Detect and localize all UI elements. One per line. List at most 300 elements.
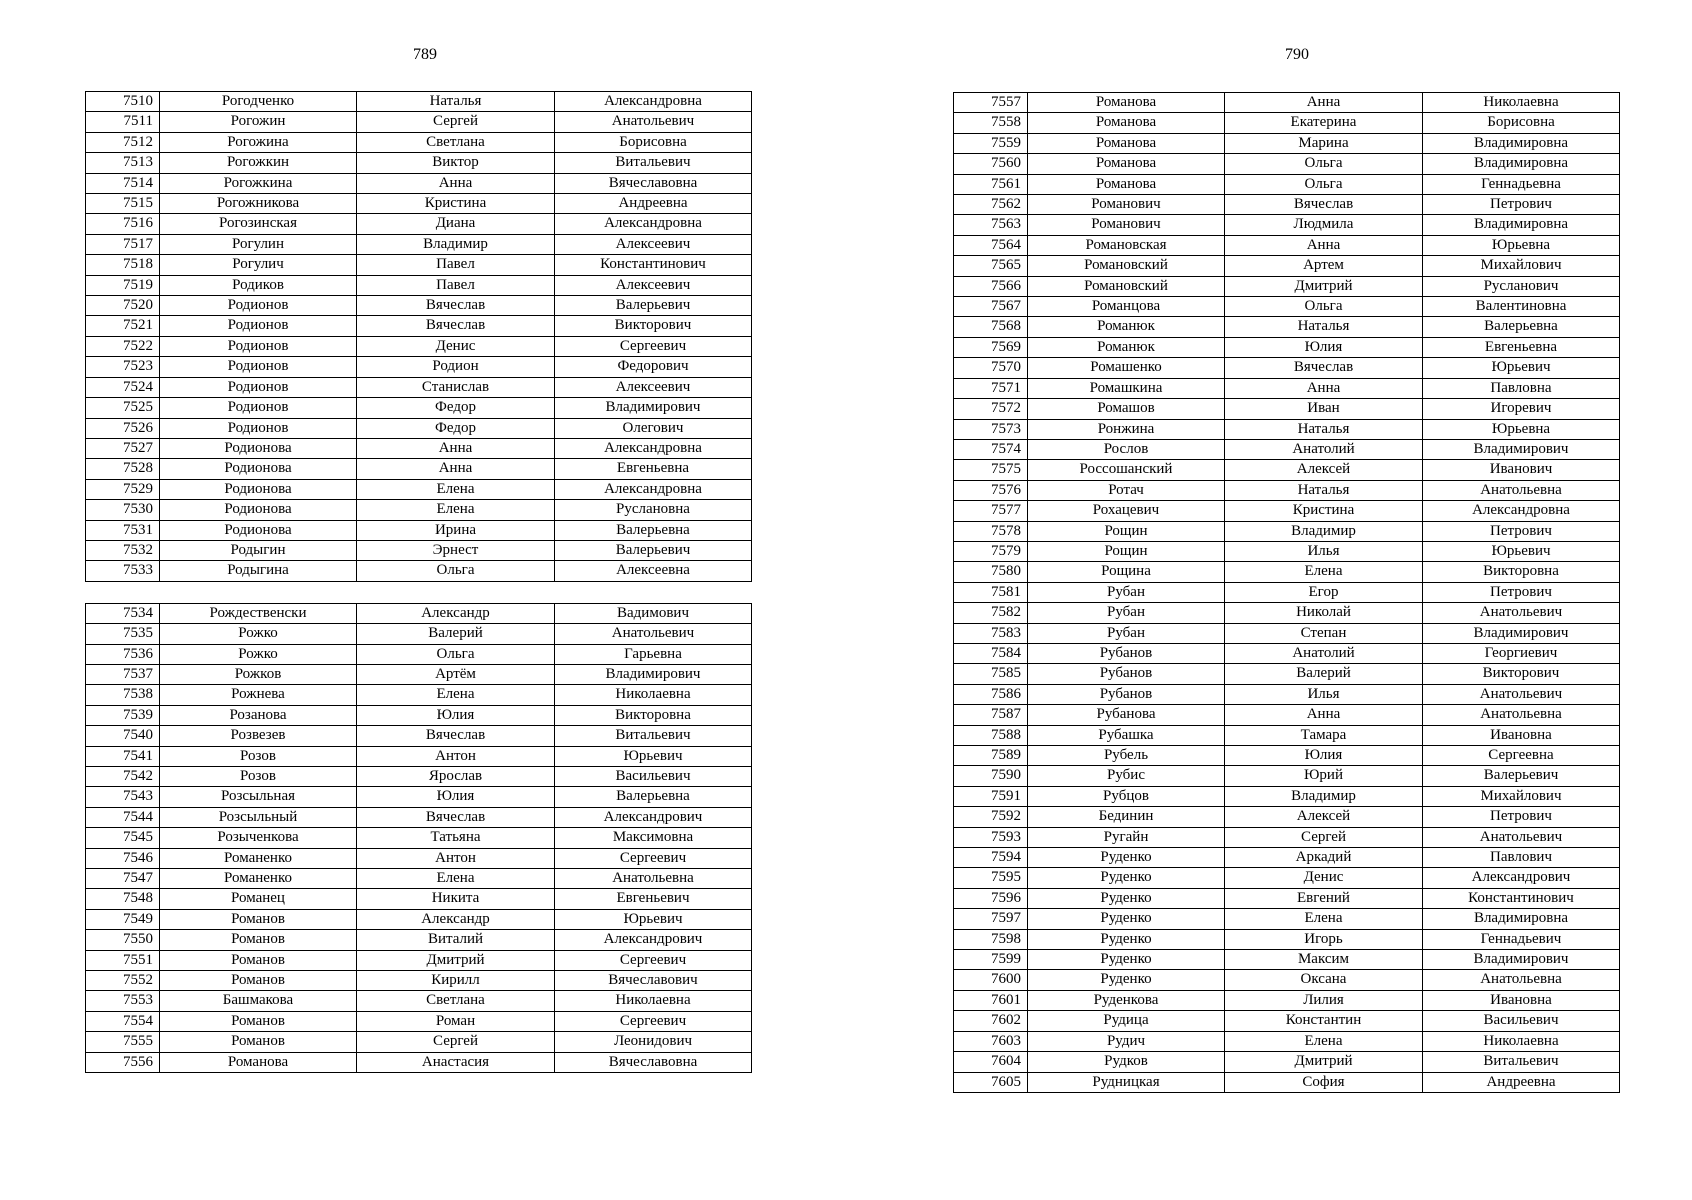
table-row <box>954 235 1620 255</box>
record-number-cell: 7540 <box>86 726 160 746</box>
surname-cell: Рослов <box>1028 439 1225 459</box>
record-number-cell: 7582 <box>954 603 1028 623</box>
surname-cell: Россошанский <box>1028 460 1225 480</box>
record-number-cell: 7568 <box>954 317 1028 337</box>
table-row <box>954 195 1620 215</box>
surname-cell: Рубцов <box>1028 786 1225 806</box>
first-name-cell: Юлия <box>357 787 555 807</box>
record-number-cell: 7511 <box>86 112 160 132</box>
patronymic-cell: Евгеньевна <box>1423 337 1620 357</box>
surname-cell: Розвезев <box>160 726 357 746</box>
surname-cell: Родионова <box>160 520 357 540</box>
table-row <box>86 275 752 295</box>
surname-cell: Родионов <box>160 398 357 418</box>
patronymic-cell: Геннадьевна <box>1423 174 1620 194</box>
table-row <box>86 398 752 418</box>
table-row <box>86 848 752 868</box>
first-name-cell: Наталья <box>357 92 555 112</box>
record-number-cell: 7535 <box>86 624 160 644</box>
table-row <box>954 501 1620 521</box>
record-number-cell: 7553 <box>86 991 160 1011</box>
table-row <box>954 439 1620 459</box>
first-name-cell: Тамара <box>1225 725 1423 745</box>
surname-cell: Романов <box>160 950 357 970</box>
record-number-cell: 7589 <box>954 746 1028 766</box>
surname-cell: Родиков <box>160 275 357 295</box>
surname-cell: Рудков <box>1028 1052 1225 1072</box>
record-number-cell: 7573 <box>954 419 1028 439</box>
record-number-cell: 7554 <box>86 1011 160 1031</box>
table-row <box>954 521 1620 541</box>
surname-cell: Рубанова <box>1028 705 1225 725</box>
first-name-cell: Илья <box>1225 541 1423 561</box>
patronymic-cell: Викторовна <box>1423 562 1620 582</box>
registry-table-right <box>953 92 1620 1093</box>
first-name-cell: Родион <box>357 357 555 377</box>
surname-cell: Руденко <box>1028 970 1225 990</box>
surname-cell: Романенко <box>160 848 357 868</box>
surname-cell: Родионова <box>160 438 357 458</box>
table-row <box>954 929 1620 949</box>
record-number-cell: 7545 <box>86 828 160 848</box>
surname-cell: Бединин <box>1028 807 1225 827</box>
patronymic-cell: Вячеславович <box>555 971 752 991</box>
table-row <box>86 746 752 766</box>
surname-cell: Руденко <box>1028 909 1225 929</box>
record-number-cell: 7548 <box>86 889 160 909</box>
patronymic-cell: Сергеевич <box>555 848 752 868</box>
first-name-cell: Светлана <box>357 132 555 152</box>
surname-cell: Родионов <box>160 357 357 377</box>
first-name-cell: Юлия <box>357 705 555 725</box>
record-number-cell: 7528 <box>86 459 160 479</box>
surname-cell: Романов <box>160 1032 357 1052</box>
record-number-cell: 7563 <box>954 215 1028 235</box>
record-number-cell: 7514 <box>86 173 160 193</box>
patronymic-cell: Васильевич <box>555 767 752 787</box>
sheet-left <box>85 91 752 1073</box>
first-name-cell: Анна <box>1225 235 1423 255</box>
record-number-cell: 7561 <box>954 174 1028 194</box>
patronymic-cell: Александровна <box>555 92 752 112</box>
record-number-cell: 7583 <box>954 623 1028 643</box>
record-number-cell: 7578 <box>954 521 1028 541</box>
surname-cell: Рохацевич <box>1028 501 1225 521</box>
first-name-cell: Дмитрий <box>357 950 555 970</box>
record-number-cell: 7569 <box>954 337 1028 357</box>
patronymic-cell: Юрьевич <box>1423 541 1620 561</box>
first-name-cell: Людмила <box>1225 215 1423 235</box>
table-row <box>86 357 752 377</box>
surname-cell: Рожко <box>160 644 357 664</box>
surname-cell: Рощин <box>1028 521 1225 541</box>
first-name-cell: Анна <box>1225 378 1423 398</box>
surname-cell: Рогодченко <box>160 92 357 112</box>
page-number-left: 789 <box>413 46 437 63</box>
patronymic-cell: Александровна <box>555 438 752 458</box>
first-name-cell: Наталья <box>1225 480 1423 500</box>
table-row <box>954 378 1620 398</box>
table-row <box>86 316 752 336</box>
table-row <box>954 154 1620 174</box>
table-row <box>954 174 1620 194</box>
surname-cell: Романов <box>160 909 357 929</box>
patronymic-cell: Иванович <box>1423 460 1620 480</box>
surname-cell: Романов <box>160 930 357 950</box>
first-name-cell: Артём <box>357 664 555 684</box>
first-name-cell: Диана <box>357 214 555 234</box>
first-name-cell: Максим <box>1225 950 1423 970</box>
patronymic-cell: Андреевна <box>1423 1072 1620 1092</box>
surname-cell: Руденкова <box>1028 990 1225 1010</box>
surname-cell: Романович <box>1028 215 1225 235</box>
record-number-cell: 7551 <box>86 950 160 970</box>
patronymic-cell: Павловна <box>1423 378 1620 398</box>
patronymic-cell: Игоревич <box>1423 399 1620 419</box>
record-number-cell: 7526 <box>86 418 160 438</box>
table-row <box>954 541 1620 561</box>
surname-cell: Ромашенко <box>1028 358 1225 378</box>
first-name-cell: Денис <box>1225 868 1423 888</box>
record-number-cell: 7518 <box>86 255 160 275</box>
surname-cell: Романовский <box>1028 276 1225 296</box>
patronymic-cell: Владимировна <box>1423 133 1620 153</box>
surname-cell: Рогожкина <box>160 173 357 193</box>
first-name-cell: Елена <box>1225 1031 1423 1051</box>
registry-table-left-1 <box>85 91 752 582</box>
surname-cell: Рожнева <box>160 685 357 705</box>
patronymic-cell: Русланович <box>1423 276 1620 296</box>
surname-cell: Руденко <box>1028 868 1225 888</box>
record-number-cell: 7520 <box>86 296 160 316</box>
first-name-cell: Светлана <box>357 991 555 1011</box>
surname-cell: Рогожина <box>160 132 357 152</box>
patronymic-cell: Юрьевна <box>1423 235 1620 255</box>
patronymic-cell: Сергеевич <box>555 950 752 970</box>
surname-cell: Руденко <box>1028 950 1225 970</box>
table-row <box>954 643 1620 663</box>
first-name-cell: Никита <box>357 889 555 909</box>
first-name-cell: Валерий <box>1225 664 1423 684</box>
surname-cell: Ругайн <box>1028 827 1225 847</box>
first-name-cell: Артем <box>1225 256 1423 276</box>
first-name-cell: Анна <box>1225 93 1423 113</box>
table-row <box>954 215 1620 235</box>
record-number-cell: 7575 <box>954 460 1028 480</box>
table-row <box>86 685 752 705</box>
patronymic-cell: Юрьевич <box>555 746 752 766</box>
surname-cell: Родионова <box>160 479 357 499</box>
surname-cell: Родионов <box>160 418 357 438</box>
record-number-cell: 7580 <box>954 562 1028 582</box>
surname-cell: Рубель <box>1028 746 1225 766</box>
patronymic-cell: Владимирович <box>1423 950 1620 970</box>
table-row <box>954 848 1620 868</box>
table-row <box>954 113 1620 133</box>
record-number-cell: 7591 <box>954 786 1028 806</box>
record-number-cell: 7600 <box>954 970 1028 990</box>
surname-cell: Романовский <box>1028 256 1225 276</box>
patronymic-cell: Викторович <box>1423 664 1620 684</box>
table-row <box>954 746 1620 766</box>
table-row <box>86 234 752 254</box>
surname-cell: Романова <box>160 1052 357 1072</box>
record-number-cell: 7562 <box>954 195 1028 215</box>
record-number-cell: 7598 <box>954 929 1028 949</box>
surname-cell: Романова <box>1028 133 1225 153</box>
first-name-cell: Александр <box>357 603 555 623</box>
surname-cell: Рудич <box>1028 1031 1225 1051</box>
surname-cell: Родионов <box>160 296 357 316</box>
surname-cell: Романец <box>160 889 357 909</box>
patronymic-cell: Максимовна <box>555 828 752 848</box>
surname-cell: Рубан <box>1028 582 1225 602</box>
patronymic-cell: Михайлович <box>1423 786 1620 806</box>
surname-cell: Родионов <box>160 336 357 356</box>
patronymic-cell: Владимирович <box>555 664 752 684</box>
first-name-cell: Сергей <box>357 1032 555 1052</box>
record-number-cell: 7532 <box>86 540 160 560</box>
table-row <box>954 358 1620 378</box>
patronymic-cell: Борисовна <box>555 132 752 152</box>
table-row <box>954 317 1620 337</box>
table-row <box>86 112 752 132</box>
first-name-cell: Вячеслав <box>357 726 555 746</box>
patronymic-cell: Андреевна <box>555 194 752 214</box>
first-name-cell: Дмитрий <box>1225 1052 1423 1072</box>
first-name-cell: Дмитрий <box>1225 276 1423 296</box>
table-row <box>954 766 1620 786</box>
surname-cell: Родионов <box>160 316 357 336</box>
first-name-cell: Елена <box>357 685 555 705</box>
surname-cell: Рогулич <box>160 255 357 275</box>
patronymic-cell: Валерьевна <box>1423 317 1620 337</box>
table-row <box>86 807 752 827</box>
first-name-cell: Ирина <box>357 520 555 540</box>
first-name-cell: Денис <box>357 336 555 356</box>
first-name-cell: Марина <box>1225 133 1423 153</box>
surname-cell: Ромашов <box>1028 399 1225 419</box>
record-number-cell: 7525 <box>86 398 160 418</box>
table-row <box>86 767 752 787</box>
table-row <box>954 419 1620 439</box>
record-number-cell: 7544 <box>86 807 160 827</box>
table-row <box>86 459 752 479</box>
first-name-cell: Анна <box>1225 705 1423 725</box>
table-row <box>86 909 752 929</box>
first-name-cell: Роман <box>357 1011 555 1031</box>
patronymic-cell: Борисовна <box>1423 113 1620 133</box>
surname-cell: Руденко <box>1028 929 1225 949</box>
patronymic-cell: Анатольевна <box>1423 480 1620 500</box>
table-row <box>86 418 752 438</box>
first-name-cell: София <box>1225 1072 1423 1092</box>
surname-cell: Родыгин <box>160 540 357 560</box>
table-row <box>954 1072 1620 1092</box>
table-row <box>86 603 752 623</box>
patronymic-cell: Алексеевич <box>555 234 752 254</box>
table-row <box>954 705 1620 725</box>
patronymic-cell: Олегович <box>555 418 752 438</box>
table-row <box>86 132 752 152</box>
patronymic-cell: Владимирович <box>1423 439 1620 459</box>
record-number-cell: 7529 <box>86 479 160 499</box>
patronymic-cell: Анатольевич <box>1423 827 1620 847</box>
surname-cell: Родионов <box>160 377 357 397</box>
patronymic-cell: Юрьевна <box>1423 419 1620 439</box>
table-row <box>86 438 752 458</box>
table-row <box>954 990 1620 1010</box>
record-number-cell: 7542 <box>86 767 160 787</box>
first-name-cell: Эрнест <box>357 540 555 560</box>
patronymic-cell: Петрович <box>1423 521 1620 541</box>
surname-cell: Романович <box>1028 195 1225 215</box>
table-row <box>954 480 1620 500</box>
patronymic-cell: Павлович <box>1423 848 1620 868</box>
first-name-cell: Александр <box>357 909 555 929</box>
table-row <box>86 787 752 807</box>
first-name-cell: Илья <box>1225 684 1423 704</box>
patronymic-cell: Витальевич <box>555 726 752 746</box>
patronymic-cell: Юрьевич <box>555 909 752 929</box>
first-name-cell: Виталий <box>357 930 555 950</box>
table-row <box>954 970 1620 990</box>
table-row <box>86 930 752 950</box>
table-row <box>954 562 1620 582</box>
first-name-cell: Ольга <box>357 561 555 581</box>
first-name-cell: Сергей <box>357 112 555 132</box>
first-name-cell: Станислав <box>357 377 555 397</box>
record-number-cell: 7555 <box>86 1032 160 1052</box>
patronymic-cell: Гарьевна <box>555 644 752 664</box>
surname-cell: Романенко <box>160 869 357 889</box>
record-number-cell: 7556 <box>86 1052 160 1072</box>
table-row <box>86 950 752 970</box>
record-number-cell: 7581 <box>954 582 1028 602</box>
record-number-cell: 7510 <box>86 92 160 112</box>
record-number-cell: 7595 <box>954 868 1028 888</box>
record-number-cell: 7517 <box>86 234 160 254</box>
surname-cell: Рогулин <box>160 234 357 254</box>
first-name-cell: Елена <box>1225 909 1423 929</box>
record-number-cell: 7516 <box>86 214 160 234</box>
record-number-cell: 7576 <box>954 480 1028 500</box>
first-name-cell: Кристина <box>1225 501 1423 521</box>
first-name-cell: Павел <box>357 255 555 275</box>
surname-cell: Романова <box>1028 113 1225 133</box>
first-name-cell: Наталья <box>1225 317 1423 337</box>
surname-cell: Рубанов <box>1028 643 1225 663</box>
patronymic-cell: Георгиевич <box>1423 643 1620 663</box>
record-number-cell: 7534 <box>86 603 160 623</box>
surname-cell: Рубанов <box>1028 684 1225 704</box>
record-number-cell: 7566 <box>954 276 1028 296</box>
record-number-cell: 7596 <box>954 888 1028 908</box>
first-name-cell: Ольга <box>357 644 555 664</box>
patronymic-cell: Николаевна <box>1423 93 1620 113</box>
patronymic-cell: Сергеевна <box>1423 746 1620 766</box>
record-number-cell: 7584 <box>954 643 1028 663</box>
first-name-cell: Екатерина <box>1225 113 1423 133</box>
first-name-cell: Елена <box>357 869 555 889</box>
patronymic-cell: Анатольевна <box>1423 970 1620 990</box>
record-number-cell: 7603 <box>954 1031 1028 1051</box>
patronymic-cell: Александровна <box>1423 501 1620 521</box>
first-name-cell: Иван <box>1225 399 1423 419</box>
patronymic-cell: Сергеевич <box>555 336 752 356</box>
patronymic-cell: Валерьевна <box>555 520 752 540</box>
record-number-cell: 7602 <box>954 1011 1028 1031</box>
first-name-cell: Анна <box>357 173 555 193</box>
table-row <box>86 664 752 684</box>
patronymic-cell: Петрович <box>1423 582 1620 602</box>
table-row <box>86 624 752 644</box>
first-name-cell: Федор <box>357 418 555 438</box>
first-name-cell: Юлия <box>1225 337 1423 357</box>
first-name-cell: Игорь <box>1225 929 1423 949</box>
surname-cell: Рощин <box>1028 541 1225 561</box>
table-row <box>954 725 1620 745</box>
surname-cell: Рубан <box>1028 603 1225 623</box>
patronymic-cell: Алексеевич <box>555 377 752 397</box>
table-row <box>954 460 1620 480</box>
record-number-cell: 7541 <box>86 746 160 766</box>
surname-cell: Розов <box>160 767 357 787</box>
surname-cell: Родионова <box>160 459 357 479</box>
table-row <box>954 827 1620 847</box>
record-number-cell: 7574 <box>954 439 1028 459</box>
patronymic-cell: Анатольевна <box>1423 705 1620 725</box>
first-name-cell: Вячеслав <box>1225 358 1423 378</box>
record-number-cell: 7543 <box>86 787 160 807</box>
first-name-cell: Степан <box>1225 623 1423 643</box>
record-number-cell: 7586 <box>954 684 1028 704</box>
table-row <box>954 276 1620 296</box>
first-name-cell: Кирилл <box>357 971 555 991</box>
record-number-cell: 7605 <box>954 1072 1028 1092</box>
first-name-cell: Евгений <box>1225 888 1423 908</box>
surname-cell: Рубашка <box>1028 725 1225 745</box>
first-name-cell: Алексей <box>1225 807 1423 827</box>
record-number-cell: 7536 <box>86 644 160 664</box>
record-number-cell: 7557 <box>954 93 1028 113</box>
patronymic-cell: Вадимович <box>555 603 752 623</box>
patronymic-cell: Петрович <box>1423 195 1620 215</box>
surname-cell: Розыченкова <box>160 828 357 848</box>
surname-cell: Романов <box>160 1011 357 1031</box>
record-number-cell: 7519 <box>86 275 160 295</box>
record-number-cell: 7512 <box>86 132 160 152</box>
surname-cell: Розов <box>160 746 357 766</box>
surname-cell: Романюк <box>1028 317 1225 337</box>
record-number-cell: 7547 <box>86 869 160 889</box>
record-number-cell: 7560 <box>954 154 1028 174</box>
patronymic-cell: Михайлович <box>1423 256 1620 276</box>
table-row <box>86 828 752 848</box>
first-name-cell: Елена <box>357 500 555 520</box>
table-row <box>954 623 1620 643</box>
patronymic-cell: Валерьевич <box>555 540 752 560</box>
table-row <box>954 1011 1620 1031</box>
surname-cell: Романов <box>160 971 357 991</box>
first-name-cell: Анатолий <box>1225 439 1423 459</box>
patronymic-cell: Валентиновна <box>1423 297 1620 317</box>
surname-cell: Родыгина <box>160 561 357 581</box>
patronymic-cell: Валерьевич <box>555 296 752 316</box>
patronymic-cell: Анатольевна <box>555 869 752 889</box>
table-row <box>86 520 752 540</box>
patronymic-cell: Владимировна <box>1423 215 1620 235</box>
